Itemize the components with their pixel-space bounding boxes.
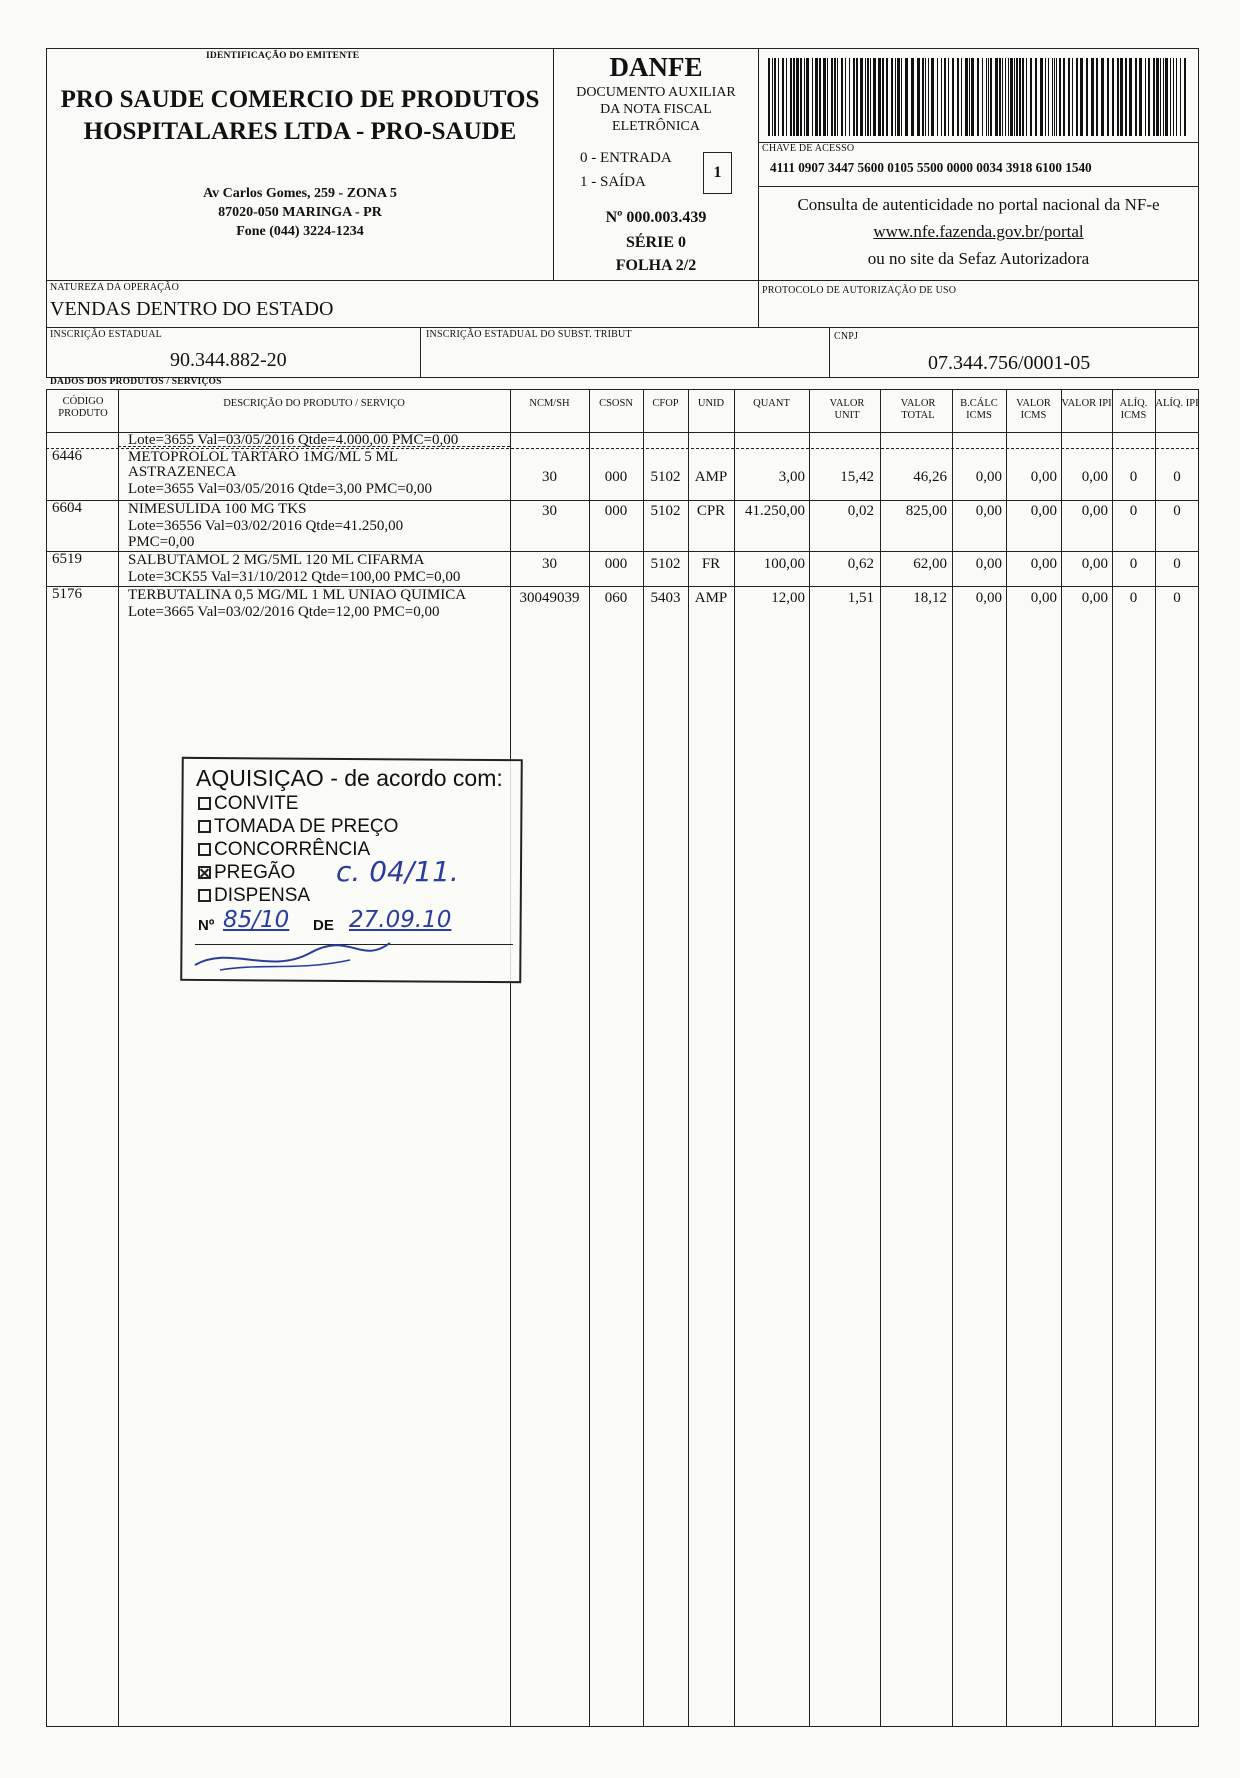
row-bcalc: 0,00 — [975, 469, 1002, 485]
barcode-bar — [1056, 58, 1057, 136]
access-url[interactable]: www.nfe.fazenda.gov.br/portal — [873, 222, 1084, 241]
barcode-bar — [928, 58, 929, 136]
header-bcalc: B.CÁLC ICMS — [960, 398, 998, 421]
row-desc-line: Lote=3CK55 Val=31/10/2012 Qtde=100,00 PMC=0,00 — [128, 569, 461, 585]
emitter-box — [46, 48, 554, 281]
access-key-label: CHAVE DE ACESSO — [762, 143, 855, 154]
barcode-bar — [1008, 58, 1009, 136]
row-desc-line: Lote=36556 Val=03/02/2016 Qtde=41.250,00 — [128, 518, 404, 534]
checkbox-icon — [198, 889, 211, 902]
access-sefaz: ou no site da Sefaz Autorizadora — [867, 249, 1090, 268]
barcode-bar — [1026, 58, 1027, 136]
barcode-bar — [1184, 58, 1186, 136]
row-aipi: 0 — [1173, 556, 1181, 572]
row-cfop: 5403 — [650, 590, 681, 606]
row-ncm: 30049039 — [519, 590, 580, 606]
row-desc-line: SALBUTAMOL 2 MG/5ML 120 ML CIFARMA — [128, 552, 425, 568]
row-csosn: 000 — [604, 556, 628, 572]
row-vicms: 0,00 — [1030, 556, 1057, 572]
emitter-section-label: IDENTIFICAÇÃO DO EMITENTE — [206, 51, 360, 61]
barcode-bar — [823, 58, 826, 136]
barcode-bar — [1076, 58, 1078, 136]
row-unid: CPR — [696, 503, 726, 519]
stamp-option-tomada: TOMADA DE PREÇO — [198, 816, 398, 838]
handwritten-pregao-ref: c. 04/11. — [336, 855, 459, 888]
barcode-bar — [1145, 58, 1146, 136]
row-bcalc: 0,00 — [975, 503, 1002, 519]
barcode-bar — [1148, 58, 1150, 136]
barcode-bar — [999, 58, 1001, 136]
row-vicms: 0,00 — [1030, 503, 1057, 519]
row-ncm: 30 — [542, 469, 557, 485]
barcode-bar — [1054, 58, 1055, 136]
barcode-bar — [944, 58, 946, 136]
barcode-bar — [1086, 58, 1088, 136]
row-vtotal: 46,26 — [913, 469, 947, 485]
ie-st-label: INSCRIÇÃO ESTADUAL DO SUBST. TRIBUT — [426, 329, 632, 340]
row-desc-line: ASTRAZENECA — [128, 464, 237, 480]
barcode-bar — [1048, 58, 1049, 136]
checkbox-icon — [198, 843, 211, 856]
natureza-label: NATUREZA DA OPERAÇÃO — [50, 282, 180, 293]
barcode-bar — [812, 58, 813, 136]
stamp-option-pregao: PREGÃO — [198, 862, 295, 884]
row-csosn: 000 — [604, 469, 628, 485]
barcode-bar — [1063, 58, 1065, 136]
row-vtotal: 18,12 — [913, 590, 947, 606]
row-aicms: 0 — [1129, 503, 1138, 519]
emitter-city: 87020-050 MARINGA - PR — [218, 205, 382, 220]
barcode-bar — [860, 58, 863, 136]
barcode-bar — [1091, 58, 1094, 136]
emitter-name-line1: PRO SAUDE COMERCIO DE PRODUTOS — [60, 86, 540, 113]
stamp-option-dispensa: DISPENSA — [198, 885, 310, 907]
stamp-de-label: DE — [313, 917, 334, 934]
row-aipi: 0 — [1173, 469, 1181, 485]
barcode-bar — [1139, 58, 1142, 136]
emitter-phone: Fone (044) 3224-1234 — [236, 224, 364, 239]
danfe-title: DANFE — [609, 52, 703, 82]
access-key: 4111 0907 3447 5600 0105 5500 0000 0034 3918 6100 1540 — [770, 160, 1092, 175]
danfe-tipo: 1 — [713, 164, 722, 181]
row-vicms: 0,00 — [1030, 590, 1057, 606]
handwritten-numero: 85/10 — [223, 907, 290, 933]
barcode-bar — [1163, 58, 1164, 136]
danfe-numero: Nº 000.003.439 — [605, 209, 707, 226]
row-ncm: 30 — [542, 503, 557, 519]
header-aicms: ALÍQ. ICMS — [1119, 398, 1148, 421]
barcode-bar — [1068, 58, 1070, 136]
barcode-bar — [865, 58, 866, 136]
barcode-bar — [901, 58, 902, 136]
barcode-bar — [990, 58, 992, 136]
row-vipi: 0,00 — [1081, 590, 1108, 606]
barcode-bar — [952, 58, 954, 136]
access-consulta: Consulta de autenticidade no portal nacional da NF-e — [797, 195, 1160, 214]
barcode-bar — [873, 58, 876, 136]
barcode-bar — [856, 58, 858, 136]
barcode-bar — [1156, 58, 1159, 136]
header-unid: UNID — [697, 398, 725, 409]
row-cfop: 5102 — [650, 556, 681, 572]
row-vunit: 1,51 — [847, 590, 874, 606]
barcode — [768, 58, 1190, 136]
barcode-bar — [895, 58, 896, 136]
barcode-bar — [793, 58, 795, 136]
barcode-bar — [870, 58, 871, 136]
row-desc-line: Lote=3665 Val=03/02/2016 Qtde=12,00 PMC=0,00 — [128, 604, 440, 620]
barcode-bar — [1117, 58, 1119, 136]
barcode-bar — [1176, 58, 1177, 136]
barcode-bar — [1153, 58, 1155, 136]
row-csosn: 060 — [604, 590, 628, 606]
stamp-numero-label: Nº — [198, 917, 215, 934]
barcode-bar — [1030, 58, 1032, 136]
barcode-bar — [806, 58, 809, 136]
cnpj-label: CNPJ — [834, 331, 859, 342]
row-desc-line: Lote=3655 Val=03/05/2016 Qtde=3,00 PMC=0,00 — [128, 481, 432, 497]
barcode-bar — [1045, 58, 1046, 136]
barcode-bar — [948, 58, 949, 136]
row-codigo: 5176 — [52, 586, 82, 602]
emitter-address: Av Carlos Gomes, 259 - ZONA 5 — [203, 186, 397, 201]
header-ncm: NCM/SH — [529, 398, 570, 409]
barcode-bar — [867, 58, 869, 136]
barcode-bar — [1005, 58, 1006, 136]
products-section-label: DADOS DOS PRODUTOS / SERVIÇOS — [50, 377, 222, 387]
checkbox-icon — [198, 820, 211, 833]
handwritten-data: 27.09.10 — [349, 907, 452, 933]
row-aicms: 0 — [1129, 556, 1138, 572]
header-aipi: ALÍQ. IPI — [1155, 398, 1199, 409]
barcode-bar — [977, 58, 979, 136]
header-vtotal: VALOR TOTAL — [900, 398, 936, 421]
row-quant: 100,00 — [763, 556, 805, 572]
barcode-bar — [827, 58, 828, 136]
barcode-bar — [1165, 58, 1168, 136]
row-vunit: 0,02 — [847, 503, 874, 519]
barcode-bar — [931, 58, 934, 136]
barcode-bar — [782, 58, 784, 136]
row-csosn: 000 — [604, 503, 628, 519]
row-vicms: 0,00 — [1030, 469, 1057, 485]
checkbox-icon — [198, 797, 211, 810]
header-codigo: CÓDIGO PRODUTO — [58, 396, 108, 419]
barcode-bar — [925, 58, 926, 136]
barcode-bar — [1014, 58, 1015, 136]
row-vunit: 0,62 — [847, 556, 874, 572]
stamp-title: AQUISIÇAO - de acordo com: — [196, 765, 503, 791]
row-aipi: 0 — [1173, 503, 1181, 519]
barcode-bar — [1016, 58, 1018, 136]
barcode-bar — [1112, 58, 1114, 136]
barcode-bar — [1125, 58, 1127, 136]
barcode-bar — [819, 58, 821, 136]
barcode-bar — [1052, 58, 1053, 136]
barcode-bar — [834, 58, 836, 136]
row-codigo: 6446 — [52, 448, 82, 464]
emitter-name-line2: HOSPITALARES LTDA - PRO-SAUDE — [83, 118, 517, 145]
barcode-bar — [1019, 58, 1021, 136]
header-vunit: VALOR UNIT — [829, 398, 865, 421]
barcode-bar — [1107, 58, 1109, 136]
header-cfop: CFOP — [652, 398, 679, 409]
row-vipi: 0,00 — [1081, 556, 1108, 572]
barcode-bar — [891, 58, 893, 136]
barcode-bar — [922, 58, 924, 136]
barcode-bar — [982, 58, 983, 136]
barcode-bar — [1180, 58, 1181, 136]
row-quant: 3,00 — [778, 469, 805, 485]
barcode-bar — [837, 58, 838, 136]
row-codigo: 6604 — [52, 500, 82, 516]
stamp-option-concorrencia: CONCORRÊNCIA — [198, 839, 370, 861]
row-aicms: 0 — [1129, 469, 1138, 485]
row-bcalc: 0,00 — [975, 590, 1002, 606]
barcode-bar — [1101, 58, 1104, 136]
row-unid: AMP — [694, 590, 728, 606]
barcode-bar — [790, 58, 792, 136]
barcode-bar — [957, 58, 959, 136]
barcode-bar — [882, 58, 884, 136]
barcode-bar — [961, 58, 962, 136]
barcode-bar — [845, 58, 846, 136]
row-vipi: 0,00 — [1081, 503, 1108, 519]
barcode-bar — [815, 58, 818, 136]
barcode-bar — [897, 58, 900, 136]
signature-scribble — [190, 935, 400, 980]
row-vunit: 15,42 — [840, 469, 874, 485]
row-vtotal: 825,00 — [905, 503, 947, 519]
barcode-bar — [886, 58, 888, 136]
danfe-sub3: ELETRÔNICA — [612, 119, 700, 134]
row-ncm: 30 — [542, 556, 557, 572]
barcode-bar — [965, 58, 968, 136]
natureza-value: VENDAS DENTRO DO ESTADO — [50, 298, 334, 320]
row-desc-line: NIMESULIDA 100 MG TKS — [128, 501, 307, 517]
row-codigo: 6519 — [52, 551, 82, 567]
barcode-bar — [1129, 58, 1132, 136]
barcode-bar — [941, 58, 942, 136]
row-bcalc: 0,00 — [975, 556, 1002, 572]
barcode-bar — [911, 58, 914, 136]
barcode-bar — [1072, 58, 1073, 136]
barcode-bar — [1160, 58, 1161, 136]
row-cfop: 5102 — [650, 503, 681, 519]
row-aicms: 0 — [1129, 590, 1138, 606]
barcode-bar — [995, 58, 998, 136]
barcode-bar — [778, 58, 779, 136]
row-unid: AMP — [694, 469, 728, 485]
barcode-bar — [841, 58, 843, 136]
barcode-bar — [786, 58, 787, 136]
row-vtotal: 62,00 — [913, 556, 947, 572]
header-quant: QUANT — [753, 398, 790, 409]
header-vicms: VALOR ICMS — [1016, 398, 1051, 421]
barcode-bar — [800, 58, 802, 136]
row-desc-line: TERBUTALINA 0,5 MG/ML 1 ML UNIAO QUIMICA — [128, 587, 467, 603]
row-vipi: 0,00 — [1081, 469, 1108, 485]
row-quant: 41.250,00 — [745, 503, 805, 519]
barcode-bar — [988, 58, 989, 136]
danfe-serie: SÉRIE 0 — [625, 234, 687, 251]
barcode-bar — [971, 58, 974, 136]
barcode-bar — [853, 58, 855, 136]
barcode-bar — [878, 58, 881, 136]
stamp-option-convite: CONVITE — [198, 793, 298, 815]
barcode-bar — [1135, 58, 1137, 136]
ie-value: 90.344.882-20 — [170, 349, 287, 371]
barcode-bar — [1120, 58, 1123, 136]
danfe-sub2: DA NOTA FISCAL — [600, 102, 712, 117]
barcode-bar — [1173, 58, 1174, 136]
ie-label: INSCRIÇÃO ESTADUAL — [50, 329, 162, 340]
barcode-bar — [1170, 58, 1171, 136]
row-desc-line: PMC=0,00 — [128, 534, 195, 550]
row-aipi: 0 — [1173, 590, 1181, 606]
barcode-bar — [804, 58, 805, 136]
barcode-bar — [1035, 58, 1037, 136]
barcode-bar — [768, 58, 770, 136]
danfe-sub1: DOCUMENTO AUXILIAR — [576, 85, 736, 100]
barcode-bar — [1040, 58, 1043, 136]
row-desc-line: METOPROLOL TARTARO 1MG/ML 5 ML — [128, 449, 399, 465]
header-vipi: VALOR IPI — [1061, 398, 1112, 409]
row-cfop: 5102 — [650, 469, 681, 485]
barcode-bar — [969, 58, 970, 136]
carry-line: Lote=3655 Val=03/05/2016 Qtde=4.000,00 PMC=0,00 — [128, 432, 459, 448]
danfe-folha: FOLHA 2/2 — [615, 257, 697, 274]
checked-checkbox-icon — [198, 866, 211, 879]
barcode-bar — [905, 58, 908, 136]
barcode-bar — [849, 58, 850, 136]
barcode-bar — [1002, 58, 1003, 136]
danfe-entrada: 0 - ENTRADA — [580, 150, 672, 166]
barcode-bar — [772, 58, 773, 136]
barcode-bar — [774, 58, 776, 136]
barcode-bar — [986, 58, 987, 136]
protocolo-label: PROTOCOLO DE AUTORIZAÇÃO DE USO — [762, 285, 957, 296]
row-quant: 12,00 — [771, 590, 805, 606]
barcode-bar — [831, 58, 833, 136]
barcode-bar — [1059, 58, 1061, 136]
row-unid: FR — [701, 556, 721, 572]
barcode-bar — [937, 58, 938, 136]
header-csosn: CSOSN — [599, 398, 633, 409]
cnpj-value: 07.344.756/0001-05 — [928, 352, 1091, 374]
barcode-bar — [917, 58, 920, 136]
barcode-bar — [1080, 58, 1083, 136]
barcode-bar — [1010, 58, 1013, 136]
barcode-bar — [1022, 58, 1024, 136]
header-descricao: DESCRIÇÃO DO PRODUTO / SERVIÇO — [223, 398, 405, 409]
barcode-bar — [1096, 58, 1098, 136]
danfe-saida: 1 - SAÍDA — [580, 174, 646, 190]
barcode-bar — [796, 58, 799, 136]
